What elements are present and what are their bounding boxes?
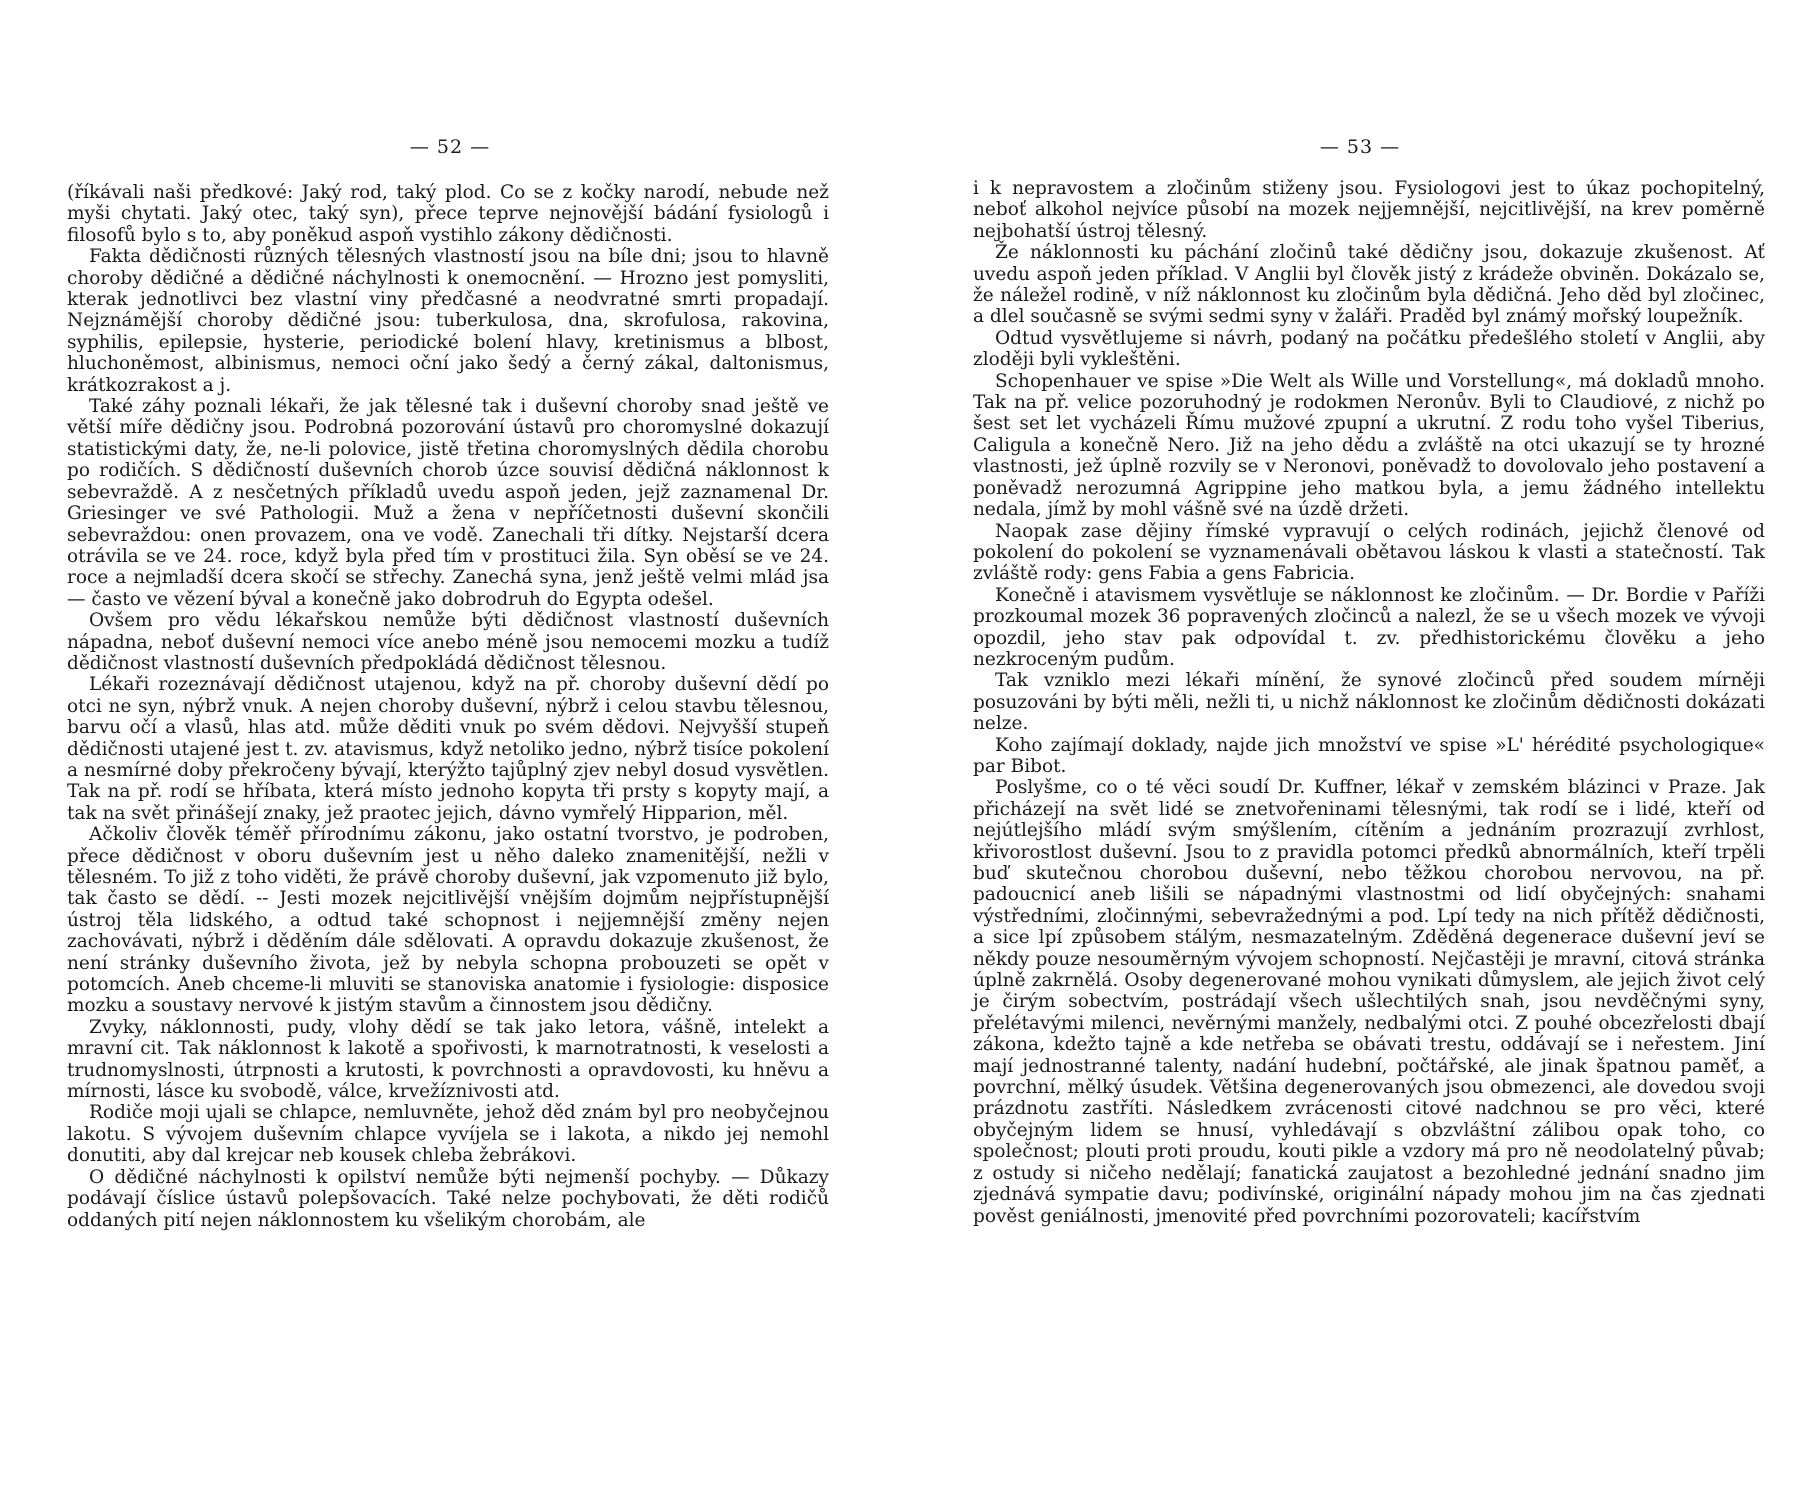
paragraph: Konečně i atavismem vysvětluje se náklonnost ke zločinům. — Dr. Bordie v Paříži prozkoumal mozek 36 popravených zločinců a nalezl, že se u všech mozek ve vývoji opozdil, jeho stav pak odpovídal t. zv. předhistorickému člověku a jeho nezkroceným pudům. [973,584,1765,670]
paragraph: Také záhy poznali lékaři, že jak tělesné tak i duševní choroby snad ještě ve větší míře dědičny jsou. Podrobná pozorování ústavů pro choromyslné dokazují statistickými daty, že, ne-li polovice, jistě třetina choromyslných dědila chorobu po rodičích. S dědičností duševních chorob úzce souvisí dědičná náklonnost k sebevraždě. A z nesčetných příkladů uvedu aspoň jeden, jejž zaznamenal Dr. Griesinger ve své Pathologii. Muž a žena v nepříčetnosti duševní skončili sebevraždou: onen provazem, ona ve vodě. Zanechali tři dítky. Nejstarší dcera otrávila se ve 24. roce, když byla před tím v prostituci žila. Syn oběsí se ve 24. roce a nejmladší dcera skočí se střechy. Zanechá syna, jenž ještě velmi mlád jsa — často ve vězení býval a konečně jako dobrodruh do Egypta odešel. [67,396,829,610]
paragraph: Ovšem pro vědu lékařskou nemůže býti dědičnost vlastností duševních nápadna, neboť duševní nemoci více anebo méně jsou nemocemi mozku a tudíž dědičnost vlastností duševních předpokládá dědičnost tělesnou. [67,610,829,674]
page-number: — 53 — [1319,136,1401,158]
paragraph: Poslyšme, co o té věci soudí Dr. Kuffner, lékař v zemském blázinci v Praze. Jak přicházejí na svět lidé se znetvořeninami tělesnými, tak rodí se i lidé, kteří od nejútlejšího mládí svým smýšlením, cítěním a jednáním prozrazují zvrhlost, křivorostlost duševní. Jsou to z pravidla potomci předků abnormálních, kteří trpěli buď skutečnou chorobou duševní, nebo těžkou chorobou nervovou, na př. padoucnicí aneb lišili se nápadnými vlastnostmi od lidí obyčejných: snahami výstředními, zločinnými, sebevražednými a pod. Lpí tedy na nich přítěž dědičnosti, a sice lpí způsobem stálým, nesmazatelným. Zděděná degenerace duševní jeví se někdy pouze nesouměrným vývojem schopností. Nejčastěji je mravní, citová stránka úplně zakrnělá. Osoby degenerované mohou vynikati důmyslem, ale jejich život celý je čirým sobectvím, postrádají všech ušlechtilých snah, jsou nevděčnými syny, přelétavými milenci, nevěrnými manžely, nedbalými otci. Z pouhé obcezřelosti dbají zákona, kdežto tajně a kde netřeba se obávati trestu, oddávají se i neřestem. Jiní mají jednostranné talenty, nadání hudební, počtářské, ale jinak špatnou paměť, a povrchní, mělký úsudek. Většina degenerovaných jsou obmezenci, ale dovedou svoji prázdnotu zastříti. Následkem zvrácenosti citové nadchnou se pro věci, které obyčejným lidem se hnusí, vyhledávají s obzvláštní zálibou opak toho, co společnost; plouti proti proudu, kouti pikle a vzdory má pro ně neodolatelný půvab; z ostudy si ničeho nedělají; fanatická zaujatost a bezohledné jednání snadno jim zjednává sympatie davu; podivínské, originální nápady mohou jim na čas zjednati pověst geniálnosti, jmenovité před povrchními pozorovateli; kacířstvím [973,777,1765,1227]
paragraph: Rodiče moji ujali se chlapce, nemluvněte, jehož děd znám byl pro neobyčejnou lakotu. S vývojem duševním chlapce vyvíjela se i lakota, a nikdo jej nemohl donutiti, aby dal krejcar neb kousek chleba žebrákovi. [67,1102,829,1167]
paragraph: Že náklonnosti ku páchání zločinů také dědičny jsou, dokazuje zkušenost. Ať uvedu aspoň jeden příklad. V Anglii byl člověk jistý z krádeže obviněn. Dokázalo se, že náležel rodině, v níž náklonnost ku zločinům byla dědičná. Jeho děd byl zločinec, a dlel současně se svými sedmi syny v žaláři. Praděd byl známý mořský loupežník. [973,242,1765,328]
paragraph: Koho zajímají doklady, najde jich množství ve spise »L' hérédité psychologique« par Bibot. [973,734,1765,777]
text-column [67,182,829,1231]
page-number: — 52 — [409,136,491,158]
paragraph: Naopak zase dějiny římské vypravují o celých rodinách, jejichž členové od pokolení do pokolení se vyznamenávali obětavou láskou k vlasti a statečností. Tak zvláště rody: gens Fabia a gens Fabricia. [973,520,1765,585]
text-column [973,178,1765,1227]
right-page [940,0,1800,1500]
paragraph: i k nepravostem a zločinům stiženy jsou. Fysiologovi jest to úkaz pochopitelný, neboť alkohol nejvíce působí na mozek nejjemnější, nejcitlivější, na krev poměrně nejbohatší ústroj tělesný. [973,178,1765,242]
paragraph: O dědičné náchylnosti k opilství nemůže býti nejmenší pochyby. — Důkazy podávají číslice ústavů polepšovacích. Také nelze pochybovati, že děti rodičů oddaných pití nejen náklonnostem ku všelikým chorobám, ale [67,1166,829,1231]
paragraph: Ačkoliv člověk téměř přírodnímu zákonu, jako ostatní tvorstvo, je podroben, přece dědičnost v oboru duševním jest u něho daleko znamenitější, nežli v tělesném. To již z toho viděti, že právě choroby duševní, jak vzpomenuto již bylo, tak často se dědí. -- Jesti mozek nejcitlivější vnějším dojmům nejpřístupnější ústroj těla lidského, a odtud také schopnost i nejjemnější změny nejen zachovávati, nýbrž i děděním dále sdělovati. A opravdu dokazuje zkušenost, že není stránky duševního života, jež by nebyla schopna probouzeti se opět v potomcích. Aneb chceme-li mluviti se stanoviska anatomie i fysiologie: disposice mozku a soustavy nervové k jistým stavům a činnostem jsou dědičny. [67,824,829,1017]
paragraph: (říkávali naši předkové: Jaký rod, taký plod. Co se z kočky narodí, nebude než myši chytati. Jaký otec, taký syn), přece teprve nejnovější bádání fysiologů i filosofů bylo s to, aby poněkud aspoň vystihlo zákony dědičnosti. [67,182,829,246]
paragraph: Zvyky, náklonnosti, pudy, vlohy dědí se tak jako letora, vášně, intelekt a mravní cit. Tak náklonnost k lakotě a spořivosti, k marnotratnosti, k veselosti a trudnomyslnosti, útrpnosti a krutosti, k povrchnosti a opravdovosti, ku hněvu a mírnosti, lásce ku svobodě, válce, krvežíznivosti atd. [67,1016,829,1103]
paragraph: Lékaři rozeznávají dědičnost utajenou, když na př. choroby duševní dědí po otci ne syn, nýbrž vnuk. A nejen choroby duševní, nýbrž i celou stavbu tělesnou, barvu očí a vlasů, hlas atd. může děditi vnuk po svém dědovi. Nejvyšší stupeň dědičnosti utajené jest t. zv. atavismus, když netoliko jedno, nýbrž tisíce pokolení a nesmírné doby překročeny bývají, kterýžto tajůplný zjev nebyl dosud vysvětlen. Tak na př. rodí se hříbata, která místo jednoho kopyta tři prsty s kopyty mají, a tak na svět přinášejí znaky, jež praotec jejich, dávno vymřelý Hipparion, měl. [67,674,829,824]
paragraph: Schopenhauer ve spise »Die Welt als Wille und Vorstellung«, má dokladů mnoho. Tak na př. velice pozoruhodný je rodokmen Neronův. Byli to Claudiové, z nichž po šest set let vycházeli Římu mužové zpupní a ukrutní. Z rodu toho vyšel Tiberius, Caligula a konečně Nero. Již na jeho dědu a zvláště na otci ukazují se ty hrozné vlastnosti, jež úplně rozvily se v Neronovi, poněvadž to dovolovalo jeho postavení a poněvadž nerozumná Agrippine jeho matkou byla, a jemu žádného intellektu nedala, jímž by mohl vášně své na úzdě držeti. [973,370,1765,521]
paragraph: Odtud vysvětlujeme si návrh, podaný na počátku předešlého století v Anglii, aby zloději byli vykleštěni. [973,327,1765,371]
paragraph: Tak vzniklo mezi lékaři mínění, že synové zločinců před soudem mírněji posuzováni by býti měli, nežli ti, u nichž náklonnost ke zločinům dědičnosti dokázati nelze. [973,670,1765,735]
paragraph: Fakta dědičnosti různých tělesných vlastností jsou na bíle dni; jsou to hlavně choroby dědičné a dědičné náchylnosti k onemocnění. — Hrozno jest pomysliti, kterak jednotlivci bez vlastní viny předčasné a neodvratné smrti propadají. Nejznámější choroby dědičné jsou: tuberkulosa, dna, skrofulosa, rakovina, syphilis, epilepsie, hysterie, periodické bolení hlavy, kretinismus a blbost, hluchoněmost, albinismus, nemoci oční jako šedý a černý zákal, daltonismus, krátkozrakost a j. [67,246,829,396]
left-page [0,0,860,1500]
